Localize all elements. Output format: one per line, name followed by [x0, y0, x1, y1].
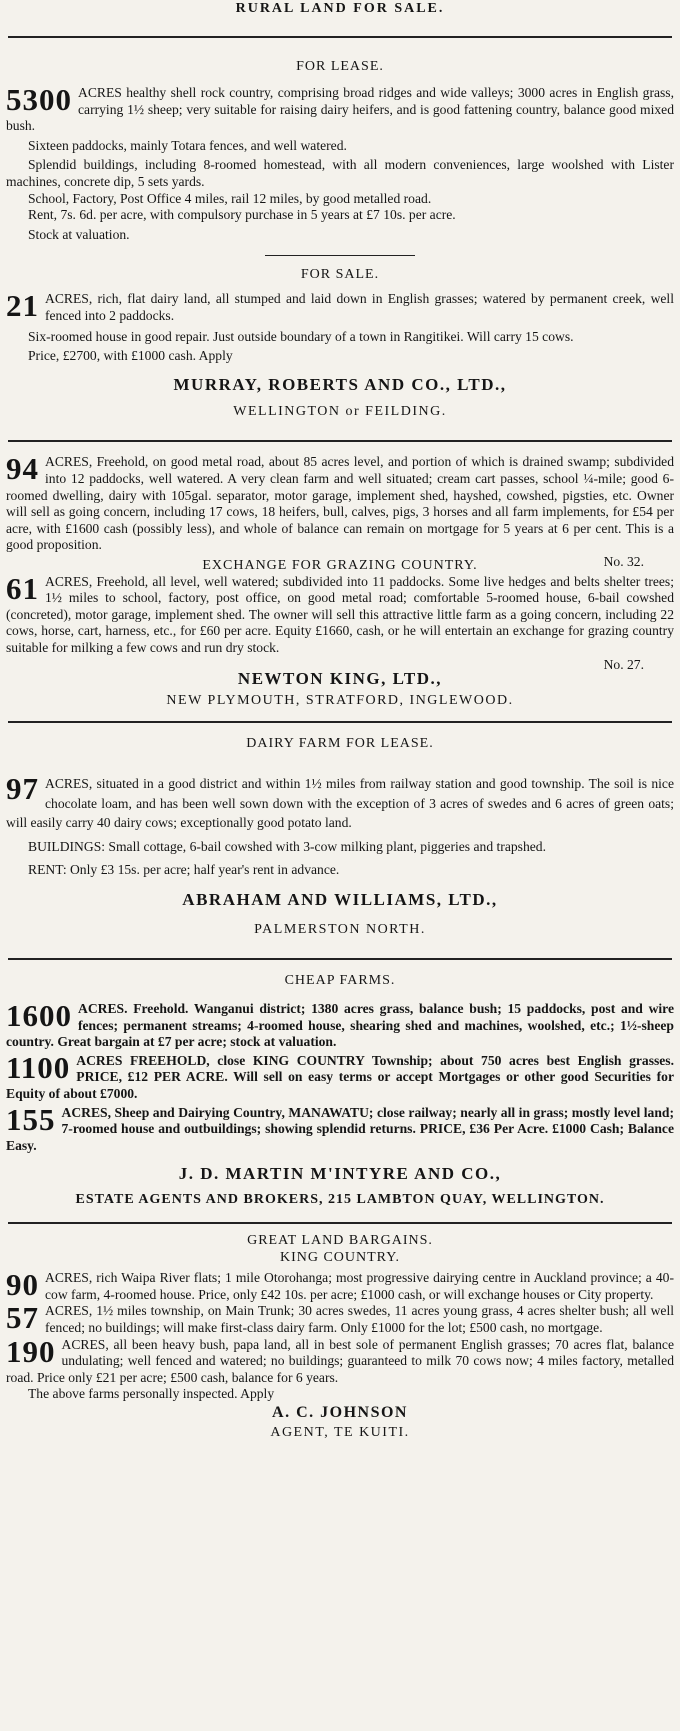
listing-57	[6, 1300, 674, 1336]
agent-location: NEW PLYMOUTH, STRATFORD, INGLEWOOD.	[166, 692, 514, 708]
listing-94	[6, 451, 674, 553]
section-heading: FOR LEASE.	[296, 59, 384, 74]
listing-text: ACRES. Freehold. Wanganui district; 1380 acres grass, balance bush; 15 paddocks, post and wire fences; permanent streams; 4-roomed house, shearing shed and machines, woolshed, etc.; 1½-sheep country. Great bargain at £7 per acre; stock at valuation.	[6, 1001, 674, 1050]
agent-name: A. C. JOHNSON	[272, 1403, 408, 1421]
paragraph: The above farms personally inspected. Apply	[28, 1386, 275, 1402]
agent-name: ABRAHAM AND WILLIAMS, LTD.,	[182, 890, 498, 910]
paragraph: BUILDINGS: Small cottage, 6-bail cowshed with 3-cow milking plant, piggeries and trapshed.	[28, 839, 546, 855]
listing-61	[6, 570, 674, 657]
paragraph: School, Factory, Post Office 4 miles, rail 12 miles, by good metalled road.	[28, 190, 432, 206]
listing-text: ACRES, all been heavy bush, papa land, all in best sole of permanent English grasses; 70 acres flat, balance undulating; well fenced and watered; no buildings; guaranteed to milk 70 cows now; 4 miles factory, metalled road. Price only £21 per acre; £500 cash, balance for 6 years.	[6, 1336, 674, 1385]
section-heading: GREAT LAND BARGAINS.	[247, 1233, 433, 1249]
acreage-number: 94	[6, 451, 39, 487]
listing-text: ACRES, rich Waipa River flats; 1 mile Otorohanga; most progressive dairying centre in Auckland province; a 40-cow farm, 4-roomed house. Price, only £42 10s. per acre; £1000 cash, or will exchange houses or City property.	[45, 1270, 674, 1302]
acreage-number: 1600	[6, 998, 72, 1034]
agent-location: WELLINGTON or FEILDING.	[233, 404, 447, 420]
paragraph: Splendid buildings, including 8-roomed homestead, with all modern conveniences, large woolshed with Lister machines, concrete dip, 5 sets yards.	[6, 157, 674, 189]
paragraph: Price, £2700, with £1000 cash. Apply	[28, 348, 233, 364]
acreage-number: 5300	[6, 82, 72, 118]
listing-text: ACRES, Freehold, all level, well watered; subdivided into 11 paddocks. Some live hedges and belts shelter trees; 1½ miles to school, factory, post office, on good metal road; comfortable 5-roomed house, 6-bail cowshed (concreted), motor garage, implement shed. The owner will sell this attractive little farm as a going concern, including 22 cows, horse, cart, harness, etc., for £60 per acre. Equity £1660, cash, or he will entertain an exchange for grazing country suitable for milking a few cows and run dry stock.	[6, 573, 674, 655]
acreage-number: 61	[6, 570, 39, 606]
acreage-number: 90	[6, 1267, 39, 1303]
acreage-number: 155	[6, 1101, 56, 1137]
listing-text: ACRES, situated in a good district and within 1½ miles from railway station and good township. The soil is nice chocolate loam, and has been well sown down with the exception of 3 acres of swedes and 6 acres of green oats; will easily carry 40 dairy cows; exceptionally good potato land.	[6, 775, 674, 831]
listing-5300	[6, 82, 674, 135]
agent-name: J. D. MARTIN M'INTYRE AND CO.,	[178, 1164, 502, 1184]
listing-90	[6, 1267, 674, 1303]
section-great-land-bargains	[6, 1224, 674, 1441]
section-subheading: KING COUNTRY.	[279, 1250, 401, 1266]
section-for-sale	[6, 256, 674, 420]
reference-number: No. 27.	[603, 656, 644, 672]
section-cheap-farms	[6, 960, 674, 1208]
agent-location: ESTATE AGENTS AND BROKERS, 215 LAMBTON QUAY, WELLINGTON.	[75, 1192, 605, 1208]
section-heading: DAIRY FARM FOR LEASE.	[246, 735, 434, 751]
listing-text: ACRES, 1½ miles township, on Main Trunk; 30 acres swedes, 11 acres young grass, 4 acres shelter bush; all well fenced; no buildings; will make first-class dairy farm. Only £1000 for the lot; £500 cash, no mortgage.	[45, 1303, 674, 1336]
reference-number: No. 32.	[603, 553, 644, 569]
acreage-number: 190	[6, 1333, 56, 1369]
listing-155	[6, 1101, 674, 1155]
section-dairy-farm-lease	[6, 723, 674, 938]
listing-text: ACRES, rich, flat dairy land, all stumped and laid down in English grasses; watered by permanent creek, well fenced into 2 paddocks.	[45, 291, 674, 323]
listing-1600	[6, 998, 674, 1051]
paragraph: Rent, 7s. 6d. per acre, with compulsory purchase in 5 years at £7 10s. per acre.	[28, 207, 456, 223]
agent-location: AGENT, TE KUITI.	[270, 1425, 410, 1441]
section-heading: FOR SALE.	[300, 267, 380, 283]
section-heading: EXCHANGE FOR GRAZING COUNTRY.	[202, 557, 478, 573]
section-for-lease	[6, 38, 674, 243]
acreage-number: 97	[6, 770, 39, 806]
listing-21	[6, 288, 674, 324]
paragraph: Sixteen paddocks, mainly Totara fences, and well watered.	[28, 137, 347, 153]
listing-text: ACRES healthy shell rock country, comprising broad ridges and wide valleys; 3000 acres in English grass, carrying 1½ sheep; very suitable for raising dairy heifers, and is good fattening country, balance good mixed bush.	[6, 85, 674, 134]
agent-name: MURRAY, ROBERTS AND CO., LTD.,	[173, 374, 507, 394]
listing-text: ACRES, Sheep and Dairying Country, MANAWATU; close railway; nearly all in grass; mostly level land; 7-roomed house and outbuildings; showing splendid returns. PRICE, £36 Per Acre. £1000 Cash; Balance Easy.	[6, 1104, 674, 1153]
listing-1100	[6, 1049, 674, 1103]
acreage-number: 21	[6, 288, 39, 324]
listing-text: ACRES FREEHOLD, close KING COUNTRY Township; about 750 acres best English grasses. PRICE, £12 PER ACRE. Will sell on easy terms or accept Mortgages or other good Securities for Equity of about £7000.	[6, 1052, 674, 1102]
section-heading: CHEAP FARMS.	[284, 973, 396, 989]
listing-190	[6, 1333, 674, 1387]
paragraph: Stock at valuation.	[28, 226, 130, 242]
acreage-number: 57	[6, 1300, 39, 1336]
section-newton-king	[6, 442, 674, 708]
listing-97	[6, 770, 674, 833]
acreage-number: 1100	[6, 1049, 71, 1085]
paragraph: RENT: Only £3 15s. per acre; half year's rent in advance.	[28, 861, 340, 877]
agent-location: PALMERSTON NORTH.	[254, 921, 426, 937]
paragraph: Six-roomed house in good repair. Just outside boundary of a town in Rangitikei. Will carry 15 cows.	[28, 328, 574, 344]
agent-name: NEWTON KING, LTD.,	[237, 669, 443, 689]
masthead: RURAL LAND FOR SALE.	[235, 1, 445, 16]
listing-text: ACRES, Freehold, on good metal road, about 85 acres level, and portion of which is drained swamp; subdivided into 12 paddocks, well watered. A very clean farm and well situated; cream cart passes, school ¼-mile; good 6-roomed dwelling, dairy with 105gal. separator, motor garage, implement shed, hayshed, cowshed, pigsties, etc. Owner will sell as going concern, including 17 cows, 18 heifers, bull, calves, pigs, 3 horses and all farm implements, for £54 per acre, with £1600 cash (possibly less), and whole of balance can remain on mortgage for 5 years at 6 per cent. This is a good proposition.	[6, 454, 674, 553]
